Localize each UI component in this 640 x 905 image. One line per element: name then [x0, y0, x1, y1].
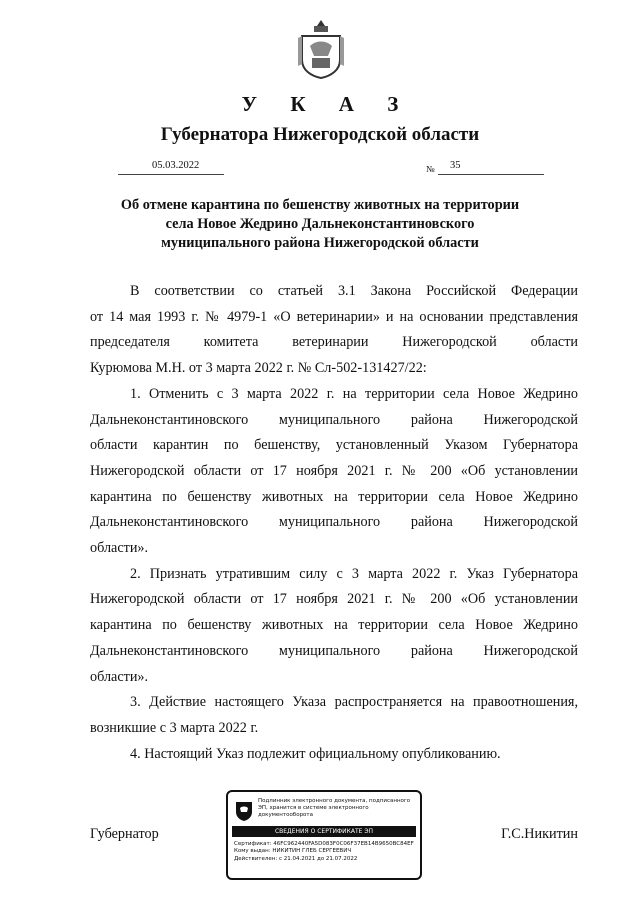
certificate-validity: Действителен: с 21.04.2021 до 21.07.2022	[234, 855, 358, 862]
certificate-owner: Кому выдан: НИКИТИН ГЛЕБ СЕРГЕЕВИЧ	[234, 848, 352, 855]
document-type: У К А З	[241, 92, 413, 116]
item-1-line: Дальнеконстантиновского муниципального района Нижегородской	[90, 514, 578, 531]
subject-line: муниципального района Нижегородской области	[161, 235, 479, 251]
item-2-line: области».	[90, 668, 149, 685]
preamble-line: председателя комитета ветеринарии Нижегородской области	[90, 334, 578, 351]
item-2-line: карантина по бешенству животных на территории села Новое Жедрино	[90, 617, 578, 634]
number-label: №	[426, 164, 435, 174]
document-subject	[100, 196, 540, 253]
signatory-position: Губернатор	[90, 826, 159, 842]
issuing-authority: Губернатора Нижегородской области	[160, 124, 480, 145]
item-1-line: карантина по бешенству животных на территории села Новое Жедрино	[90, 488, 578, 505]
item-4-line: 4. Настоящий Указ подлежит официальному опубликованию.	[130, 745, 501, 762]
certificate-details	[234, 841, 418, 863]
item-1-line: Нижегородской области от 17 ноября 2021 г. № 200 «Об установлении	[90, 462, 578, 479]
item-2-line: 2. Признать утратившим силу с 3 марта 2022 г. Указ Губернатора	[130, 565, 578, 582]
subject-line: села Новое Жедрино Дальнеконстантиновского	[165, 216, 475, 232]
preamble-line: от 14 мая 1993 г. № 4979-1 «О ветеринарии» и на основании представления	[90, 308, 578, 325]
item-3-line: возникшие с 3 марта 2022 г.	[90, 719, 259, 736]
stamp-note: Подлинник электронного документа, подписанного ЭП, хранится в системе электронного документооборота	[258, 798, 411, 818]
item-2-line: Дальнеконстантиновского муниципального района Нижегородской	[90, 642, 578, 659]
region-emblem-icon	[234, 798, 254, 822]
item-1-line: Дальнеконстантиновского муниципального района Нижегородской	[90, 411, 578, 428]
stamp-header-bar: СВЕДЕНИЯ О СЕРТИФИКАТЕ ЭП	[232, 826, 416, 837]
item-1-line: области».	[90, 540, 149, 557]
preamble-line: Курюмова М.Н. от 3 марта 2022 г. № Сл-502-131427/22:	[90, 360, 427, 377]
document-body	[90, 279, 578, 767]
document-number: 35	[438, 160, 544, 175]
document-date: 05.03.2022	[118, 160, 224, 175]
item-1-line: 1. Отменить с 3 марта 2022 г. на территории села Новое Жедрино	[130, 385, 578, 402]
signatory-name: Г.С.Никитин	[501, 826, 578, 842]
coat-of-arms-icon	[296, 18, 346, 80]
item-1-line: области карантин по бешенству, установленный Указом Губернатора	[90, 437, 578, 454]
item-3-line: 3. Действие настоящего Указа распространяется на правоотношения,	[130, 694, 578, 711]
preamble-line: В соответствии со статьей 3.1 Закона Российской Федерации	[130, 283, 578, 299]
electronic-signature-stamp	[226, 790, 422, 880]
item-2-line: Нижегородской области от 17 ноября 2021 г. № 200 «Об установлении	[90, 591, 578, 608]
subject-line: Об отмене карантина по бешенству животных на территории	[120, 197, 520, 213]
certificate-serial: Сертификат: 46FC962440FA5D083F0C06F37EB14B9650BC84EF	[234, 841, 414, 847]
